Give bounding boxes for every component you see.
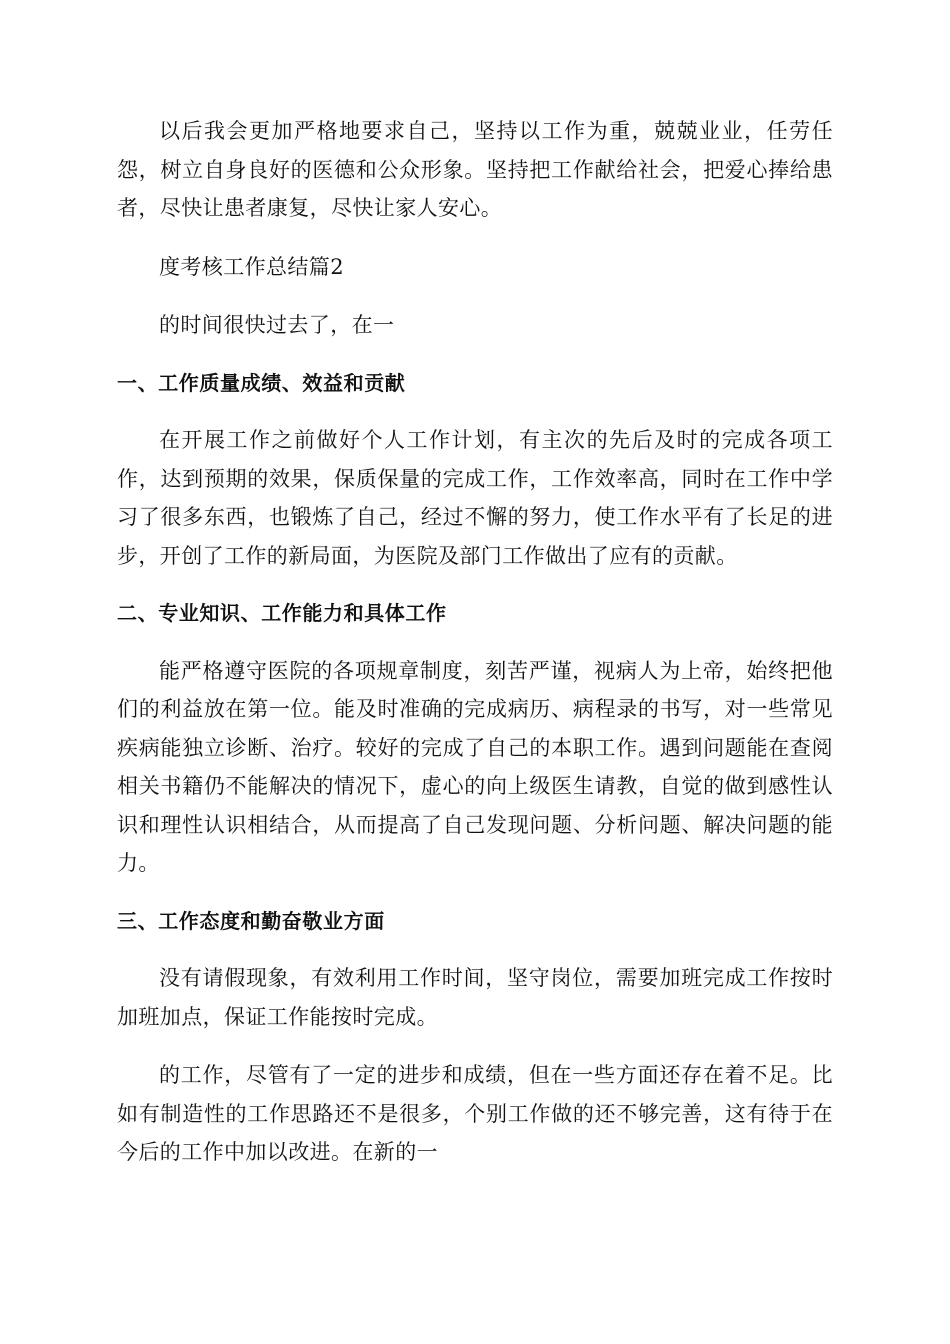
heading-work-attitude: 三、工作态度和勤奋敬业方面 — [117, 908, 385, 933]
paragraph-shortcomings: 的工作，尽管有了一定的进步和成绩，但在一些方面还存在着不足。比如有制造性的工作思路还不是很多，个别工作做的还不够完善，这有待于在今后的工作中加以改进。在新的一 — [117, 1063, 833, 1164]
heading-professional-knowledge: 二、专业知识、工作能力和具体工作 — [117, 601, 447, 625]
paragraph-work-attitude: 没有请假现象，有效利用工作时间，坚守岗位，需要加班完成工作按时加班加点，保证工作能按时完成。 — [117, 966, 833, 1029]
document-body — [117, 112, 833, 1172]
paragraph-intro-fragment: 的时间很快过去了，在一 — [159, 313, 395, 337]
paragraph-work-quality: 在开展工作之前做好个人工作计划，有主次的先后及时的完成各项工作，达到预期的效果，保质保量的完成工作，工作效率高，同时在工作中学习了很多东西，也锻炼了自己，经过不懈的努力，使工作水平有了长足的进步，开创了工作的新局面，为医院及部门工作做出了应有的贡献。 — [117, 428, 833, 568]
heading-work-quality: 一、工作质量成绩、效益和贡献 — [117, 370, 406, 395]
paragraph-closing-commitment: 以后我会更加严格地要求自己，坚持以工作为重，兢兢业业，任劳任怨，树立自身良好的医德和公众形象。坚持把工作献给社会，把爱心捧给患者，尽快让患者康复，尽快让家人安心。 — [117, 119, 833, 220]
paragraph-section-title: 度考核工作总结篇2 — [159, 254, 344, 279]
paragraph-professional-knowledge: 能严格遵守医院的各项规章制度，刻苦严谨，视病人为上帝，始终把他们的利益放在第一位。能及时准确的完成病历、病程录的书写，对一些常见疾病能独立诊断、治疗。较好的完成了自己的本职工作。遇到问题能在查阅相关书籍仍不能解决的情况下，虚心的向上级医生请教，自觉的做到感性认识和理性认识相结合，从而提高了自己发现问题、分析问题、解决问题的能力。 — [117, 658, 833, 875]
